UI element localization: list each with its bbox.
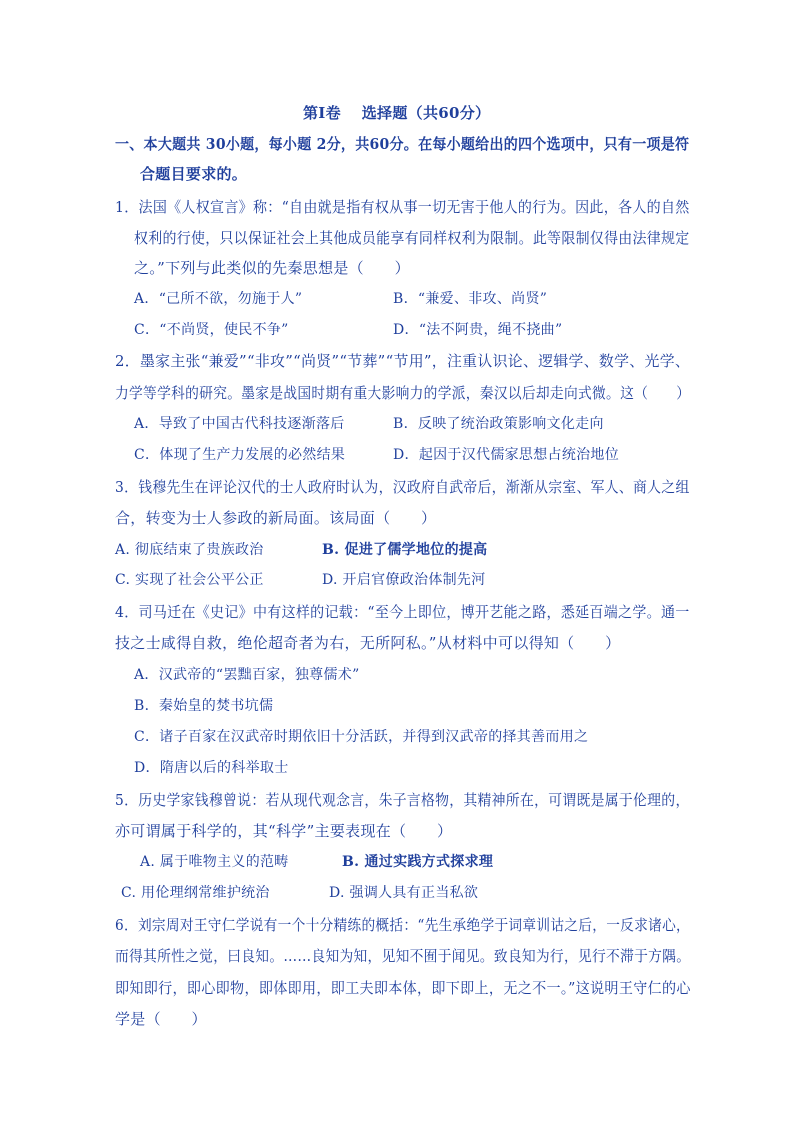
q4-option-c: C．诸子百家在汉武帝时期依旧十分活跃，并得到汉武帝的择其善而用之 (134, 729, 589, 745)
q2-stem-line-1: 2．墨家主张“兼爱”“非攻”“尚贤”“节葬”“节用”，注重认识论、逻辑学、数学、光学、 (115, 352, 691, 370)
q1-option-c: C．“不尚贤，使民不争” (134, 322, 289, 338)
q3-option-a: A. 彻底结束了贵族政治 (115, 542, 264, 558)
section-title: 第Ⅰ卷 选择题（共60分） (303, 104, 491, 122)
q2-option-b: B．反映了统治政策影响文化走向 (393, 416, 604, 432)
instruction-line-1: 一、本大题共 30小题，每小题 2分，共60分。在每小题给出的四个选项中，只有一项是符 (115, 135, 690, 153)
q5-option-c: C. 用伦理纲常维护统治 (121, 885, 270, 901)
q6-stem-line-4: 学是（ ） (115, 1010, 207, 1028)
q1-stem-line-3: 之。”下列与此类似的先秦思想是（ ） (134, 259, 410, 277)
q4-stem-line-2: 技之士咸得自救，绝伦超奇者为右，无所阿私。”从材料中可以得知（ ） (115, 634, 621, 652)
q2-stem-line-2: 力学等学科的研究。墨家是战国时期有重大影响力的学派，秦汉以后却走向式微。这（ ） (115, 384, 691, 402)
q4-option-a: A．汉武帝的“罢黜百家，独尊儒术” (134, 667, 360, 683)
q5-option-a: A. 属于唯物主义的范畴 (140, 854, 289, 870)
q1-option-b: B．“兼爱、非攻、尚贤” (393, 291, 548, 307)
q5-option-b: B. 通过实践方式探求理 (342, 854, 494, 870)
q5-option-d: D. 强调人具有正当私欲 (329, 885, 479, 901)
q4-option-b: B．秦始皇的焚书坑儒 (134, 698, 274, 714)
q4-option-d: D．隋唐以后的科举取士 (134, 760, 289, 776)
q6-stem-line-3: 即知即行，即心即物，即体即用，即工夫即本体，即下即上，无之不一。”这说明王守仁的心 (115, 979, 691, 997)
q3-stem-line-1: 3．钱穆先生在评论汉代的士人政府时认为，汉政府自武帝后，渐渐从宗室、军人、商人之组 (115, 478, 690, 496)
q3-option-c: C. 实现了社会公平公正 (115, 572, 264, 588)
q1-stem-line-1: 1．法国《人权宣言》称：“自由就是指有权从事一切无害于他人的行为。因此，各人的自然 (115, 198, 690, 216)
q2-option-a: A．导致了中国古代科技逐渐落后 (134, 416, 345, 432)
q6-stem-line-1: 6．刘宗周对王守仁学说有一个十分精练的概括：“先生承绝学于词章训诂之后，一反求诸心， (115, 916, 691, 934)
q4-stem-line-1: 4．司马迁在《史记》中有这样的记载：“至今上即位，博开艺能之路，悉延百端之学。通一 (115, 603, 690, 621)
q5-stem-line-1: 5．历史学家钱穆曾说：若从现代观念言，朱子言格物，其精神所在，可谓既是属于伦理的， (115, 791, 690, 809)
q3-option-d: D. 开启官僚政治体制先河 (322, 572, 486, 588)
q3-stem-line-2: 合，转变为士人参政的新局面。该局面（ ） (115, 509, 437, 527)
q2-option-c: C．体现了生产力发展的必然结果 (134, 447, 346, 463)
q1-option-d: D．“法不阿贵，绳不挠曲” (393, 322, 563, 338)
q5-stem-line-2: 亦可谓属于科学的，其“科学”主要表现在（ ） (115, 822, 453, 840)
q6-stem-line-2: 而得其所性之觉，曰良知。……良知为知，见知不囿于闻见。致良知为行，见行不滞于方隅。 (115, 947, 691, 965)
q1-option-a: A．“己所不欲，勿施于人” (134, 291, 303, 307)
q2-option-d: D．起因于汉代儒家思想占统治地位 (393, 447, 620, 463)
q3-option-b: B. 促进了儒学地位的提高 (322, 542, 488, 558)
instruction-line-2: 合题目要求的。 (140, 165, 248, 183)
q1-stem-line-2: 权利的行使，只以保证社会上其他成员能享有同样权利为限制。此等限制仅得由法律规定 (134, 229, 690, 247)
